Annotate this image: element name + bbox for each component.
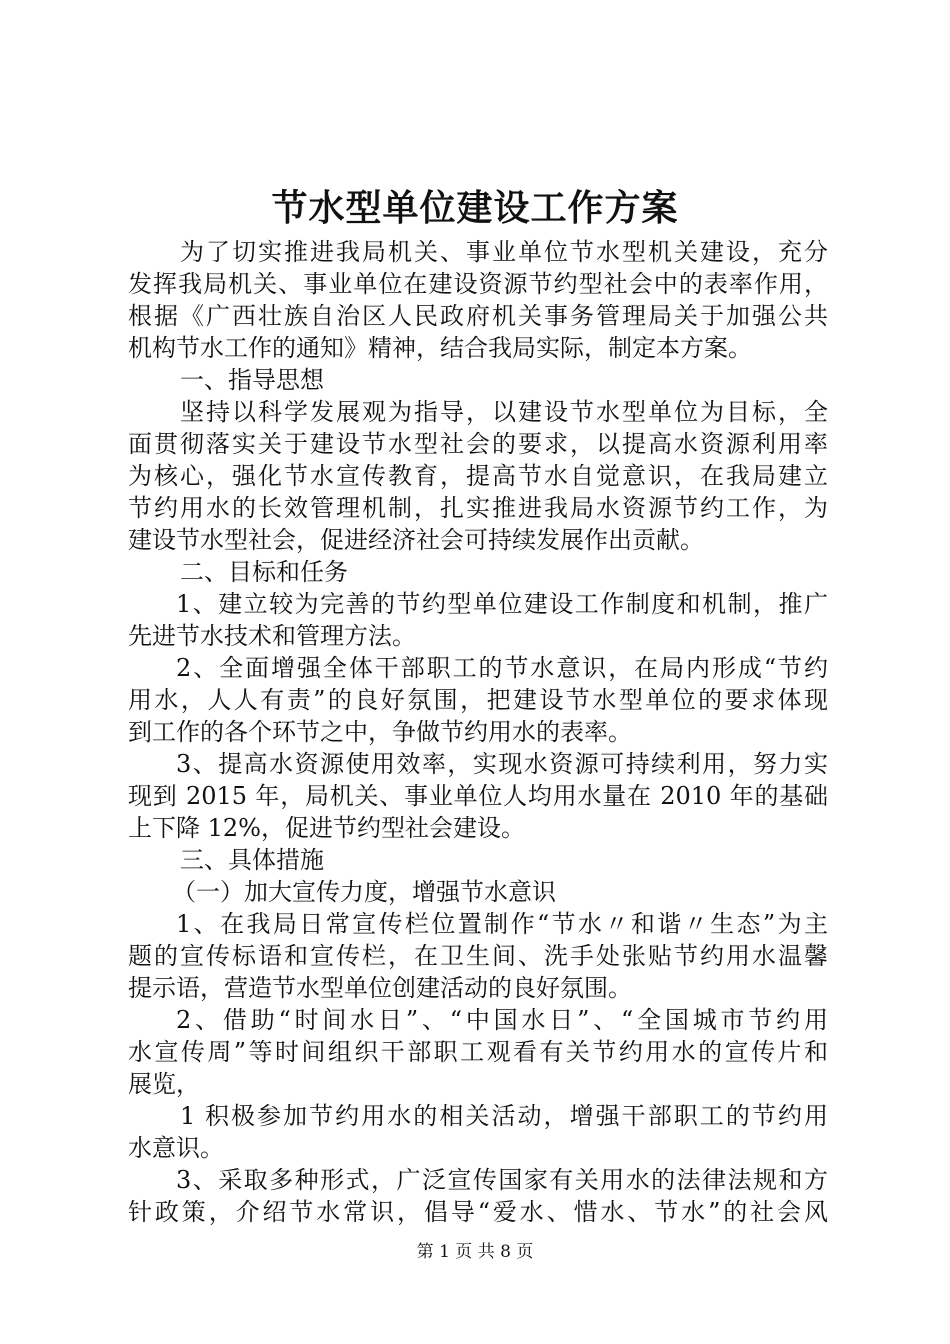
text-line: 用水，人人有责”的良好氛围，把建设节水型单位的要求体现 — [128, 686, 828, 714]
text-line: 二、目标和任务 — [180, 558, 348, 586]
text-line: 到工作的各个环节之中，争做节约用水的表率。 — [128, 718, 632, 746]
text-line: 水意识。 — [128, 1134, 224, 1162]
text-line: 2、借助“时间水日”、“中国水日”、“全国城市节约用 — [176, 1006, 828, 1034]
text-line: 一、指导思想 — [180, 366, 324, 394]
text-line: （一）加大宣传力度，增强节水意识 — [172, 878, 556, 906]
document-body — [128, 236, 828, 1228]
text-line: 3、采取多种形式，广泛宣传国家有关用水的法律法规和方 — [176, 1166, 828, 1194]
text-line: 提示语，营造节水型单位创建活动的良好氛围。 — [128, 974, 632, 1002]
text-line: 1、建立较为完善的节约型单位建设工作制度和机制，推广 — [176, 590, 828, 618]
text-line: 题的宣传标语和宣传栏，在卫生间、洗手处张贴节约用水温馨 — [128, 942, 828, 970]
text-line: 为核心，强化节水宣传教育，提高节水自觉意识，在我局建立 — [128, 462, 828, 490]
text-line: 先进节水技术和管理方法。 — [128, 622, 416, 650]
text-line: 为了切实推进我局机关、事业单位节水型机关建设，充分 — [180, 238, 828, 266]
text-line: 展览， — [128, 1070, 200, 1098]
text-line: 3、提高水资源使用效率，实现水资源可持续利用，努力实 — [176, 750, 828, 778]
text-line: 节约用水的长效管理机制，扎实推进我局水资源节约工作，为 — [128, 494, 828, 522]
text-line: 机构节水工作的通知》精神，结合我局实际，制定本方案。 — [128, 334, 752, 362]
text-line: 根据《广西壮族自治区人民政府机关事务管理局关于加强公共 — [128, 302, 828, 330]
text-line: 面贯彻落实关于建设节水型社会的要求，以提高水资源利用率 — [128, 430, 828, 458]
text-line: 水宣传周”等时间组织干部职工观看有关节约用水的宣传片和 — [128, 1038, 828, 1066]
text-line: 发挥我局机关、事业单位在建设资源节约型社会中的表率作用， — [128, 270, 828, 298]
text-line: 1、在我局日常宣传栏位置制作“节水〃和谐〃生态”为主 — [176, 910, 828, 938]
text-line: 1 积极参加节约用水的相关活动，增强干部职工的节约用 — [180, 1102, 828, 1130]
text-line: 三、具体措施 — [180, 846, 324, 874]
text-line: 建设节水型社会，促进经济社会可持续发展作出贡献。 — [128, 526, 704, 554]
text-line: 上下降 12%，促进节约型社会建设。 — [128, 814, 525, 842]
text-line: 现到 2015 年，局机关、事业单位人均用水量在 2010 年的基础 — [128, 782, 828, 810]
text-line: 针政策，介绍节水常识，倡导“爱水、惜水、节水”的社会风 — [128, 1198, 828, 1226]
text-line: 坚持以科学发展观为指导，以建设节水型单位为目标，全 — [180, 398, 828, 426]
page-footer: 第 1 页 共 8 页 — [416, 1242, 534, 1262]
text-line: 2、全面增强全体干部职工的节水意识，在局内形成“节约 — [176, 654, 828, 682]
document-title: 节水型单位建设工作方案 — [271, 187, 679, 229]
